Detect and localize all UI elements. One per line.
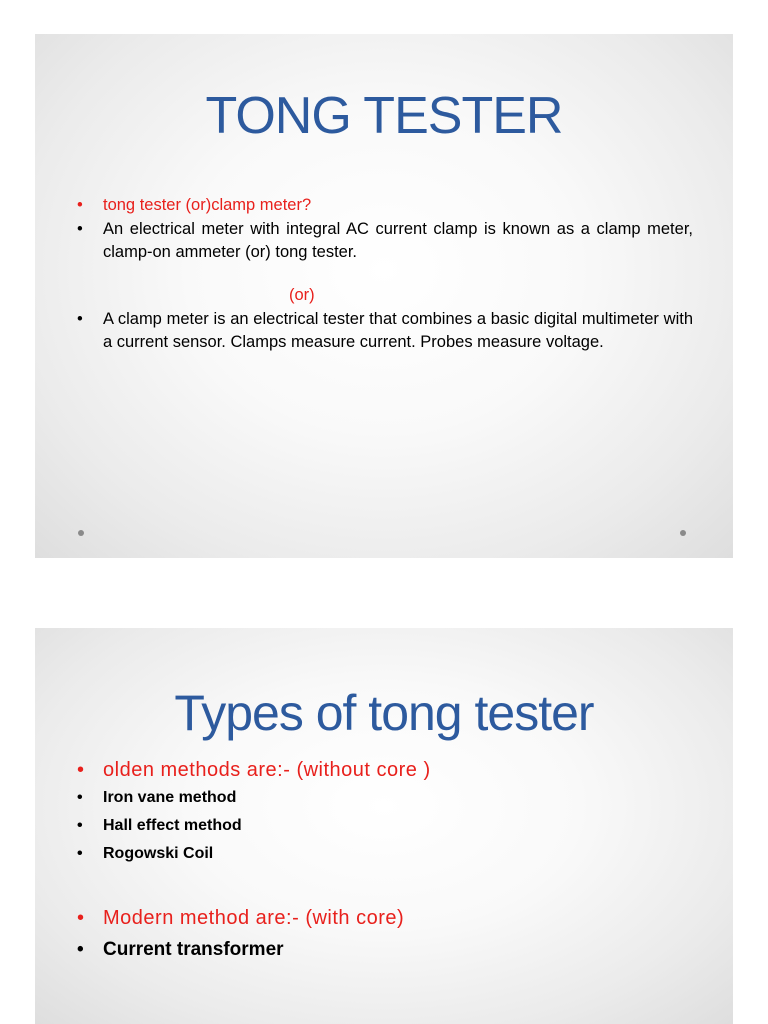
or-separator: (or) xyxy=(289,286,315,304)
bullet-question: • tong tester (or)clamp meter? xyxy=(73,194,693,217)
list-item: • Hall effect method xyxy=(73,816,693,836)
list-item: • Current transformer xyxy=(73,938,693,962)
slide-title: TONG TESTER xyxy=(205,87,563,145)
slide-types-of-tong-tester xyxy=(35,628,733,1024)
olden-methods-heading: • olden methods are:- (without core ) xyxy=(73,758,693,782)
olden-methods-list xyxy=(73,758,693,872)
slide-dot-left xyxy=(78,530,84,536)
bullet-description: • A clamp meter is an electrical tester that combines a basic digital multimeter with a current sensor. Clamps measure current. Probes measure voltage. xyxy=(73,308,693,354)
modern-methods-heading: • Modern method are:- (with core) xyxy=(73,906,693,930)
list-item: • Rogowski Coil xyxy=(73,844,693,864)
slide-title: Types of tong tester xyxy=(174,685,594,741)
bullet-list xyxy=(73,194,693,355)
bullet-definition: • An electrical meter with integral AC current clamp is known as a clamp meter, clamp-on ammeter (or) tong tester. xyxy=(73,218,693,264)
slide-dot-right xyxy=(680,530,686,536)
list-item: • Iron vane method xyxy=(73,788,693,808)
slide-tong-tester xyxy=(35,34,733,558)
modern-methods-list xyxy=(73,906,693,962)
